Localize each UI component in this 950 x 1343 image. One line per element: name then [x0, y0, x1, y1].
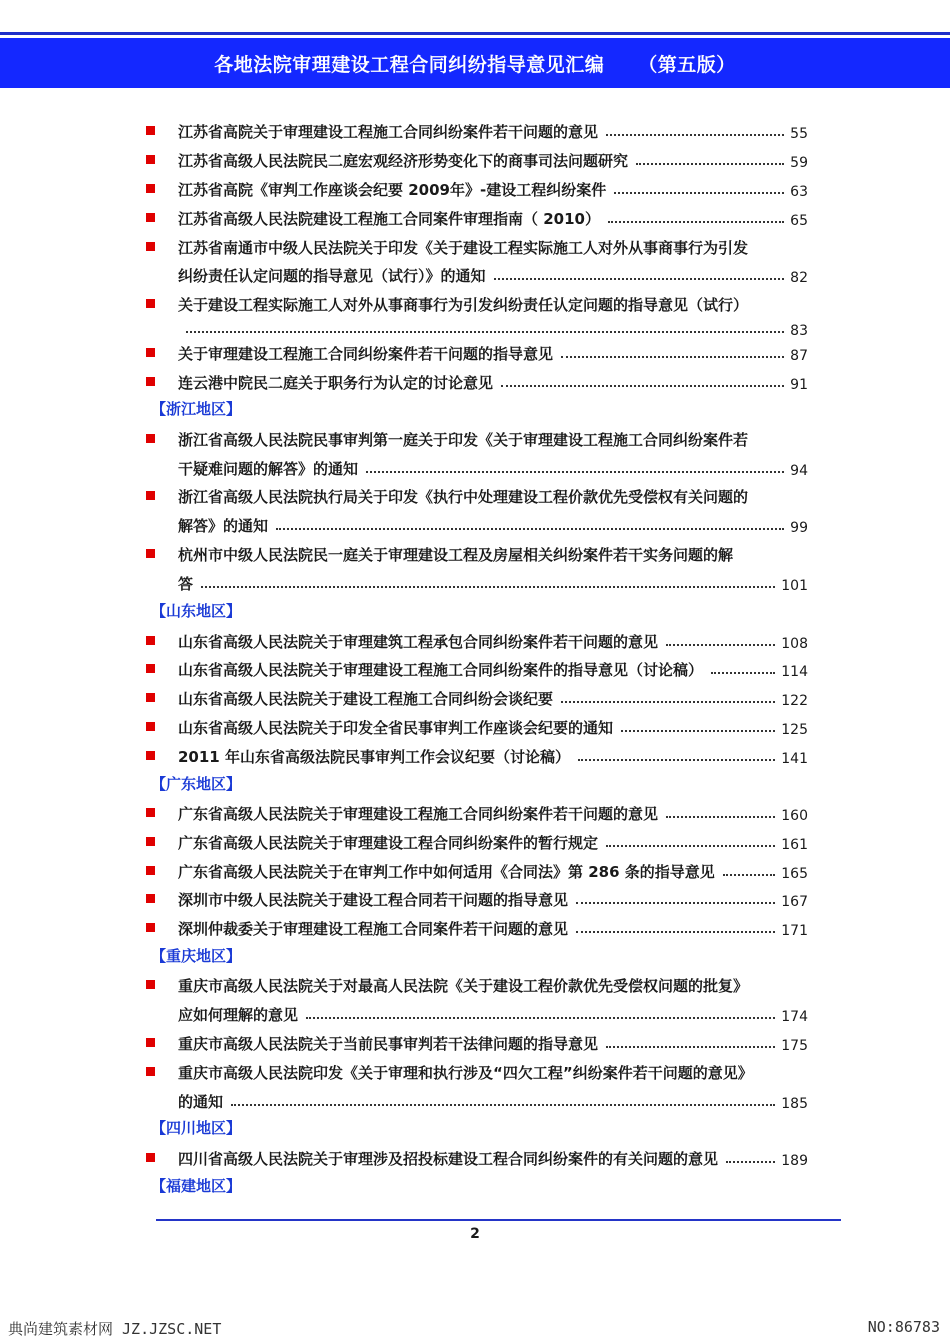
toc-entry-page: 160 [781, 808, 808, 824]
dot-leader [666, 644, 775, 646]
toc-entry-continuation[interactable] [178, 1088, 808, 1112]
bullet-icon [146, 491, 155, 500]
dot-leader [606, 134, 784, 136]
bullet-icon [146, 923, 155, 932]
bullet-icon [146, 184, 155, 193]
toc-entry-title: 山东省高级人民法院关于印发全省民事审判工作座谈会纪要的通知 [178, 719, 614, 737]
toc-entry-title: 深圳市中级人民法院关于建设工程合同若干问题的指导意见 [178, 891, 569, 909]
toc-entry-page: 165 [781, 866, 808, 882]
watermark-right: NO:86783 [867, 1318, 940, 1336]
toc-entry-title: 四川省高级人民法院关于审理涉及招投标建设工程合同纠纷案件的有关问题的意见 [178, 1150, 719, 1168]
bullet-icon [146, 434, 155, 443]
toc-entry-title-continued: 的通知 [178, 1093, 224, 1111]
toc-entry-page: 65 [790, 213, 808, 229]
dot-leader [636, 163, 784, 165]
toc-entry-title: 重庆市高级人民法院关于对最高人民法院《关于建设工程价款优先受偿权问题的批复》 [178, 977, 749, 995]
dot-leader [614, 192, 784, 194]
toc-entry-title: 杭州市中级人民法院民一庭关于审理建设工程及房屋相关纠纷案件若干实务问题的解 [178, 546, 734, 564]
toc-entry-page: 108 [781, 636, 808, 652]
toc-entry[interactable] [178, 291, 808, 315]
toc-entry[interactable] [178, 743, 808, 767]
dot-leader [231, 1104, 775, 1106]
toc-entry-page: 175 [781, 1038, 808, 1054]
toc-entry-page: 83 [790, 323, 808, 339]
toc-entry[interactable] [178, 369, 808, 393]
toc-entry-title-continued: 解答》的通知 [178, 517, 269, 535]
toc-entry-continuation[interactable] [178, 315, 808, 339]
toc-entry-page: 171 [781, 923, 808, 939]
bullet-icon [146, 722, 155, 731]
dot-leader [201, 586, 775, 588]
bullet-icon [146, 549, 155, 558]
bullet-icon [146, 980, 155, 989]
section-heading: 【福建地区】 [151, 1177, 242, 1195]
toc-entry-continuation[interactable] [178, 1001, 808, 1025]
toc-entry[interactable] [178, 685, 808, 709]
toc-entry[interactable] [178, 656, 808, 680]
dot-leader [606, 1046, 775, 1048]
bullet-icon [146, 348, 155, 357]
dot-leader [578, 759, 775, 761]
bullet-icon [146, 242, 155, 251]
toc-entry-page: 167 [781, 894, 808, 910]
dot-leader [494, 278, 785, 280]
toc-entry-title: 重庆市高级人民法院印发《关于审理和执行涉及“四欠工程”纠纷案件若干问题的意见》 [178, 1064, 753, 1082]
toc-entry[interactable] [178, 858, 808, 882]
toc-entry-title: 浙江省高级人民法院民事审判第一庭关于印发《关于审理建设工程施工合同纠纷案件若 [178, 431, 749, 449]
toc-entry-page: 82 [790, 270, 808, 286]
document-title: 各地法院审理建设工程合同纠纷指导意见汇编 [214, 53, 605, 76]
toc-entry-page: 189 [781, 1153, 808, 1169]
toc-entry[interactable] [178, 829, 808, 853]
toc-entry-page: 55 [790, 126, 808, 142]
bullet-icon [146, 1153, 155, 1162]
toc-entry[interactable] [178, 483, 808, 507]
toc-entry-title: 关于审理建设工程施工合同纠纷案件若干问题的指导意见 [178, 345, 554, 363]
toc-entry[interactable] [178, 340, 808, 364]
toc-entry-page: 63 [790, 184, 808, 200]
bullet-icon [146, 866, 155, 875]
toc-entry-title: 深圳仲裁委关于审理建设工程施工合同案件若干问题的意见 [178, 920, 569, 938]
watermark-left: 典尚建筑素材网 JZ.JZSC.NET [8, 1320, 222, 1338]
bullet-icon [146, 693, 155, 702]
toc-entry[interactable] [178, 915, 808, 939]
toc-entry[interactable] [178, 118, 808, 142]
toc-entry-page: 91 [790, 377, 808, 393]
bullet-icon [146, 155, 155, 164]
dot-leader [186, 331, 784, 333]
toc-entry[interactable] [178, 1145, 808, 1169]
toc-entry-continuation[interactable] [178, 455, 808, 479]
toc-entry-title: 广东省高级人民法院关于审理建设工程合同纠纷案件的暂行规定 [178, 834, 599, 852]
toc-entry[interactable] [178, 205, 808, 229]
footer-rule [156, 1219, 841, 1221]
bullet-icon [146, 1038, 155, 1047]
toc-entry-title: 江苏省高级人民法院建设工程施工合同案件审理指南（ 2010） [178, 210, 600, 228]
section-heading: 【山东地区】 [151, 602, 242, 620]
toc-entry-title: 山东省高级人民法院关于审理建设工程施工合同纠纷案件的指导意见（讨论稿） [178, 661, 704, 679]
dot-leader [501, 385, 784, 387]
toc-entry-title: 江苏省高院《审判工作座谈会纪要 2009年》-建设工程纠纷案件 [178, 181, 607, 199]
toc-entry-page: 141 [781, 751, 808, 767]
dot-leader [561, 701, 775, 703]
toc-entry-title: 重庆市高级人民法院关于当前民事审判若干法律问题的指导意见 [178, 1035, 599, 1053]
toc-entry-title: 连云港中院民二庭关于职务行为认定的讨论意见 [178, 374, 494, 392]
bullet-icon [146, 751, 155, 760]
toc-entry[interactable] [178, 1030, 808, 1054]
toc-entry-page: 99 [790, 520, 808, 536]
bullet-icon [146, 894, 155, 903]
toc-entry-page: 174 [781, 1009, 808, 1025]
dot-leader [621, 730, 775, 732]
bullet-icon [146, 837, 155, 846]
section-heading: 【四川地区】 [151, 1119, 242, 1137]
toc-entry[interactable] [178, 714, 808, 738]
section-heading: 【浙江地区】 [151, 400, 242, 418]
section-heading: 【广东地区】 [151, 775, 242, 793]
toc-entry-title-continued: 应如何理解的意见 [178, 1006, 299, 1024]
toc-entry[interactable] [178, 234, 808, 258]
toc-entry[interactable] [178, 628, 808, 652]
toc-entry[interactable] [178, 426, 808, 450]
toc-entry-page: 101 [781, 578, 808, 594]
bullet-icon [146, 377, 155, 386]
toc-entry-title: 江苏省高级人民法院民二庭宏观经济形势变化下的商事司法问题研究 [178, 152, 629, 170]
bullet-icon [146, 213, 155, 222]
toc-entry-continuation[interactable] [178, 262, 808, 286]
toc-entry-title: 2011 年山东省高级法院民事审判工作会议纪要（讨论稿） [178, 748, 570, 766]
toc-entry[interactable] [178, 1059, 808, 1083]
dot-leader [576, 931, 775, 933]
toc-entry-page: 114 [781, 664, 808, 680]
toc-entry[interactable] [178, 147, 808, 171]
toc-entry-title: 江苏省高院关于审理建设工程施工合同纠纷案件若干问题的意见 [178, 123, 599, 141]
bullet-icon [146, 808, 155, 817]
page-number: 2 [470, 1226, 480, 1242]
toc-entry-title-continued: 答 [178, 575, 194, 593]
toc-entry[interactable] [178, 800, 808, 824]
toc-entry-title: 广东省高级人民法院关于审理建设工程施工合同纠纷案件若干问题的意见 [178, 805, 659, 823]
dot-leader [606, 845, 775, 847]
toc-entry-page: 161 [781, 837, 808, 853]
bullet-icon [146, 299, 155, 308]
dot-leader [666, 816, 775, 818]
toc-entry-page: 122 [781, 693, 808, 709]
toc-entry[interactable] [178, 541, 808, 565]
dot-leader [726, 1161, 775, 1163]
dot-leader [711, 672, 775, 674]
toc-entry-title: 江苏省南通市中级人民法院关于印发《关于建设工程实际施工人对外从事商事行为引发 [178, 239, 749, 257]
toc-entry-page: 59 [790, 155, 808, 171]
toc-entry-title-continued: 干疑难问题的解答》的通知 [178, 460, 359, 478]
dot-leader [276, 528, 784, 530]
toc-entry-page: 185 [781, 1096, 808, 1112]
toc-entry-continuation[interactable] [178, 512, 808, 536]
toc-entry[interactable] [178, 886, 808, 910]
edition-label: （第五版） [638, 53, 736, 76]
dot-leader [306, 1017, 775, 1019]
bullet-icon [146, 664, 155, 673]
toc-entry-continuation[interactable] [178, 570, 808, 594]
toc-entry-title: 广东省高级人民法院关于在审判工作中如何适用《合同法》第 286 条的指导意见 [178, 863, 715, 881]
toc-entry[interactable] [178, 176, 808, 200]
dot-leader [366, 471, 784, 473]
dot-leader [608, 221, 784, 223]
dot-leader [723, 874, 776, 876]
toc-entry-title: 山东省高级人民法院关于建设工程施工合同纠纷会谈纪要 [178, 690, 554, 708]
toc-entry-title: 浙江省高级人民法院执行局关于印发《执行中处理建设工程价款优先受偿权有关问题的 [178, 488, 749, 506]
section-heading: 【重庆地区】 [151, 947, 242, 965]
bullet-icon [146, 1067, 155, 1076]
bullet-icon [146, 636, 155, 645]
bullet-icon [146, 126, 155, 135]
dot-leader [561, 356, 784, 358]
toc-entry-title-continued: 纠纷责任认定问题的指导意见（试行）》的通知 [178, 267, 486, 285]
toc-entry-page: 87 [790, 348, 808, 364]
dot-leader [576, 902, 775, 904]
toc-entry-page: 125 [781, 722, 808, 738]
toc-entry[interactable] [178, 972, 808, 996]
toc-entry-page: 94 [790, 463, 808, 479]
toc-entry-title: 山东省高级人民法院关于审理建筑工程承包合同纠纷案件若干问题的意见 [178, 633, 659, 651]
toc-entry-title: 关于建设工程实际施工人对外从事商事行为引发纠纷责任认定问题的指导意见（试行） [178, 296, 749, 314]
